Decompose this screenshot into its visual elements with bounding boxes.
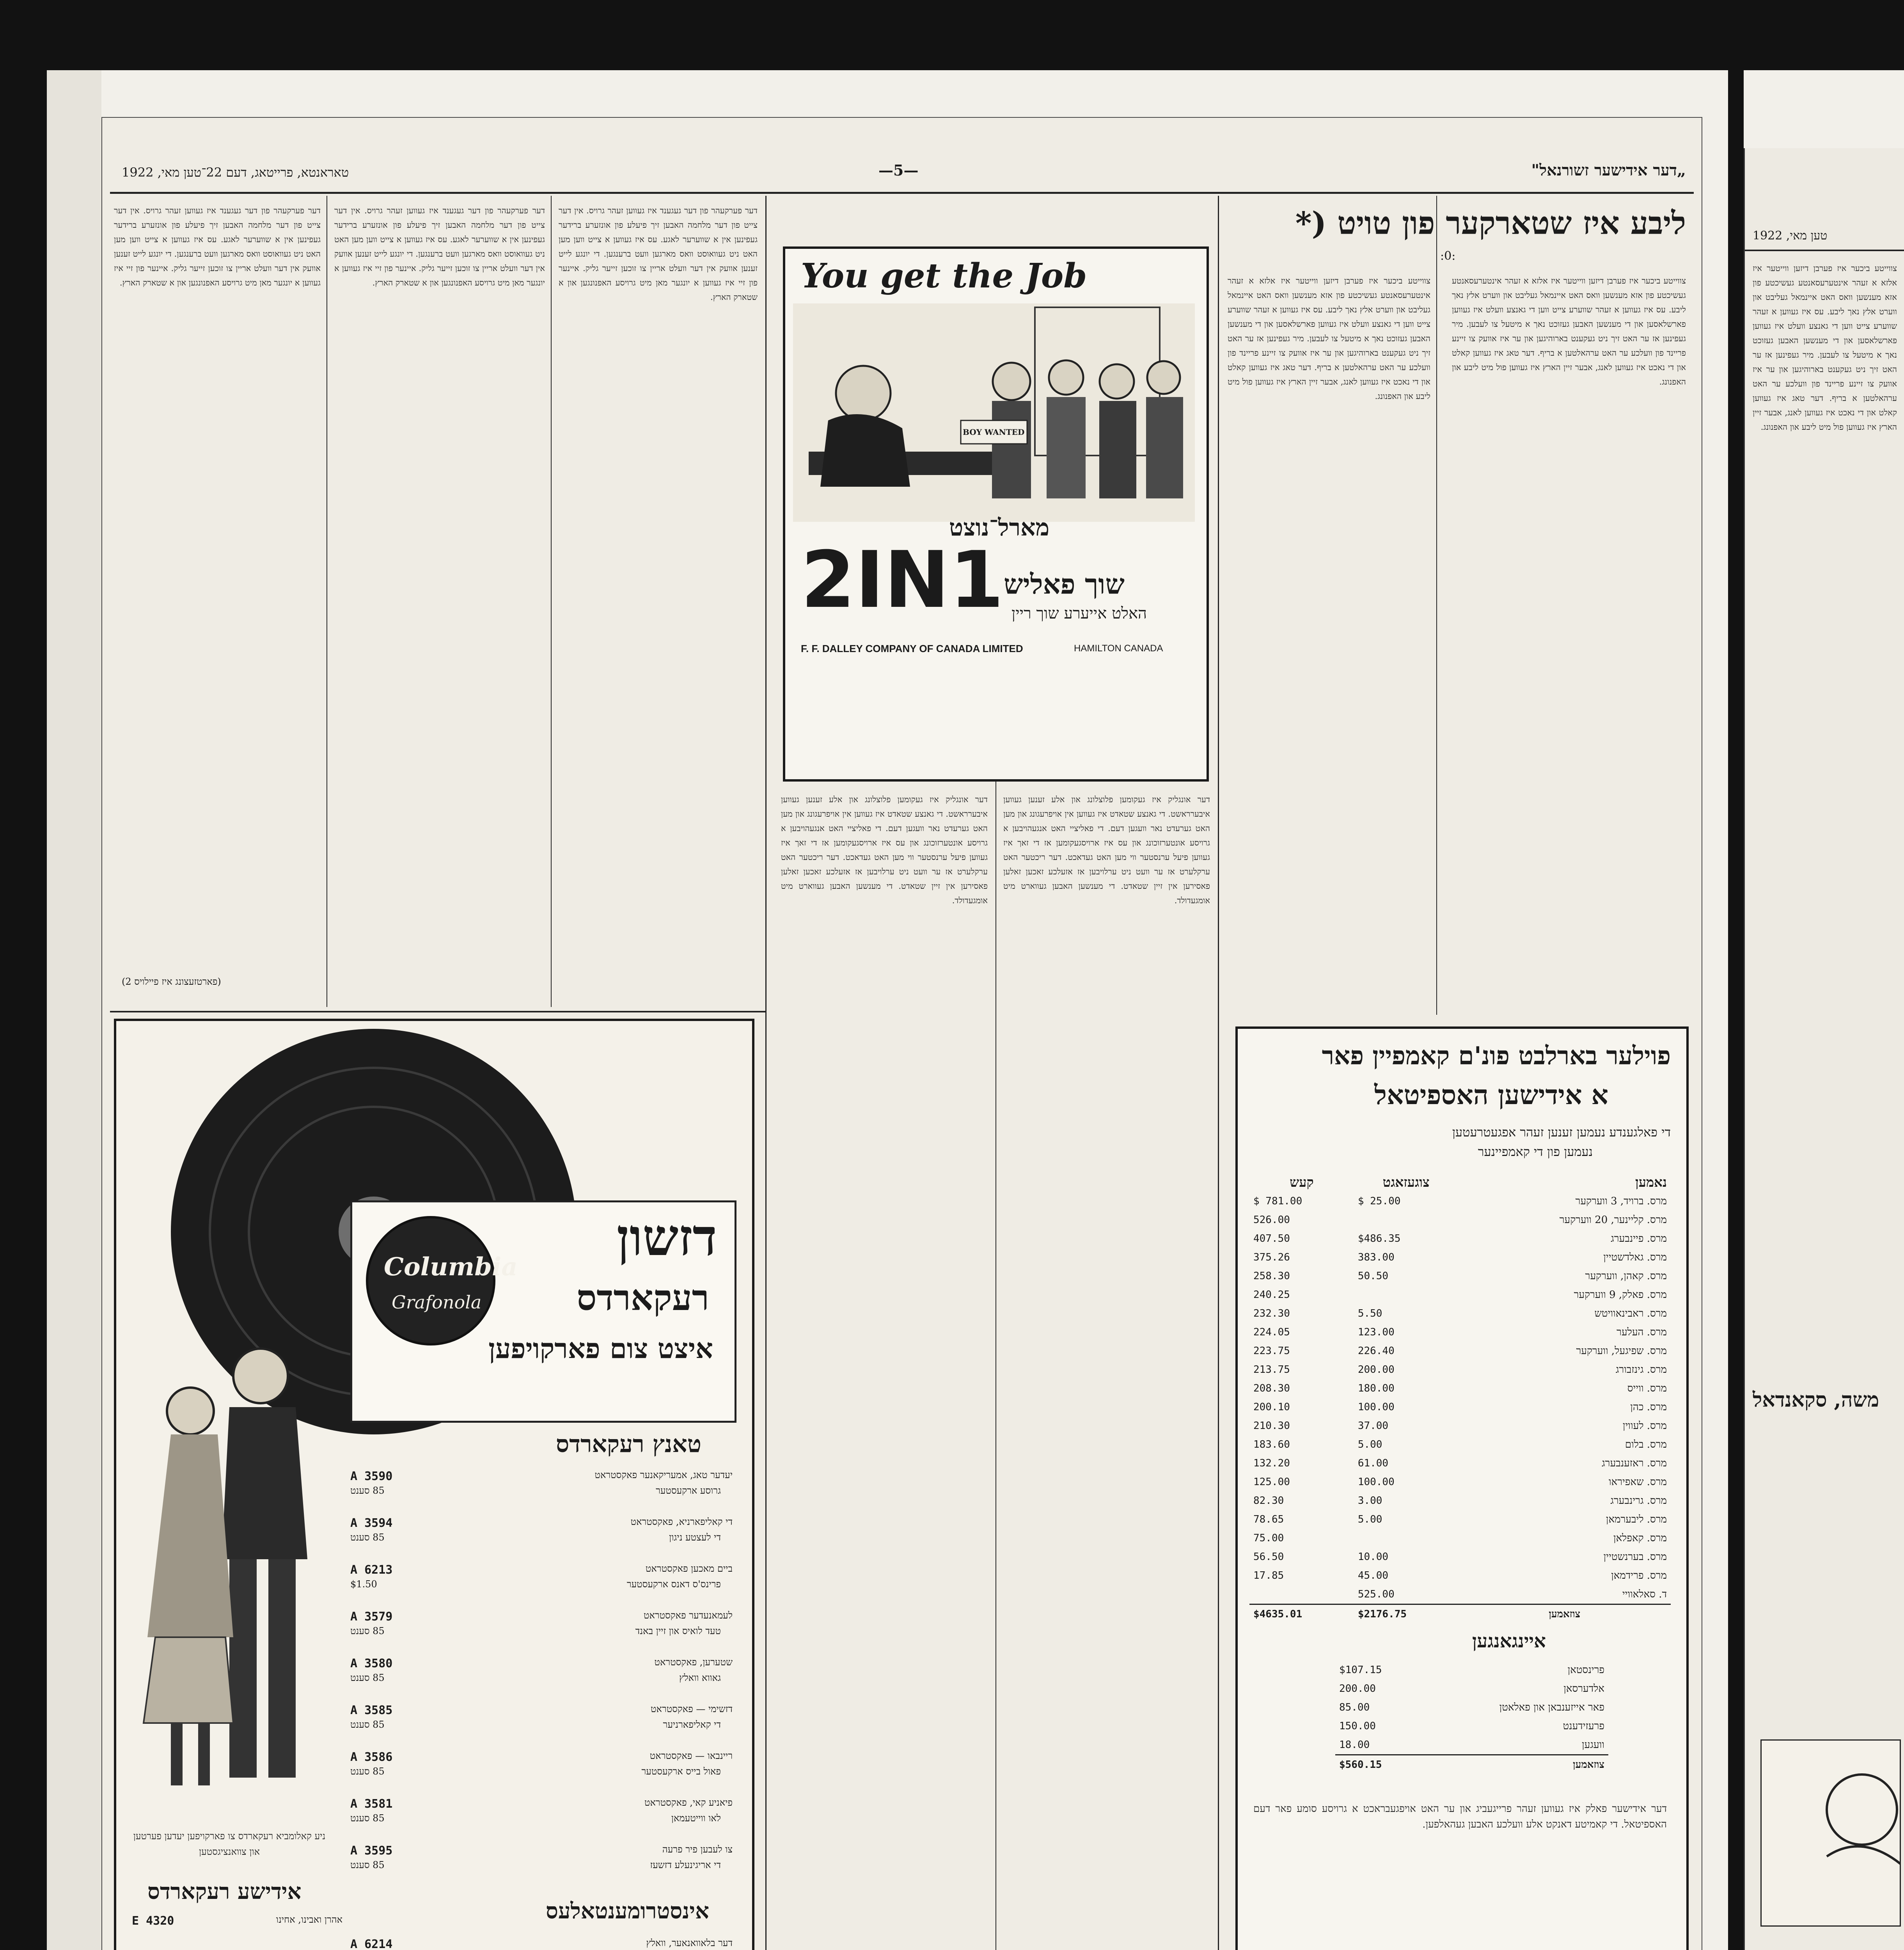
col-cash-header: קעש <box>1290 1175 1314 1190</box>
scan-border-top <box>0 0 1904 70</box>
row-pledged: 50.50 <box>1357 1270 1389 1282</box>
columbia-side-text: ניע קאלומביא רעקארדס צו פארקויפען יעדען פערטען און צוואנציגסטען <box>133 1831 326 1857</box>
ad-job-city: HAMILTON CANADA <box>1074 643 1163 654</box>
record-line1: לעמאנעדער פאקסטראט <box>643 1610 733 1621</box>
article-main-body-left: צווייטע ביכער איז פערבן דיזען ווייטער איז אלזא א זעהר אינטערעסאנטע געשיכטע פון אזא מענשען וואס האט איינמאל געליבט און ווערט אלץ נאך ליבע. עס איז געווען א זעהר שווערע צייט ווען די גאנצע וועלט איז געווען פארשלאסען און די מענשען האבען געזוכט נאך א מיטעל צו לעבען. מיר געפינען אז ער האט זיך ניט געקענט בארוהיגען און ער איז אוועק צו זיינע פריינד פון וועלכע ער האט ערהאלטען א בריף. דער טאג איז געווען קאלט און די נאכט איז געווען לאנג, אבער זיין הארץ איז געווען פול מיט ליבע און האפנונג. <box>1228 276 1430 401</box>
row-cash: 258.30 <box>1253 1270 1290 1282</box>
column-divider-f <box>995 773 996 1950</box>
record-line2: גאווא וואלץ <box>679 1672 721 1683</box>
hospital-row <box>1249 1473 1671 1491</box>
section-dance-title: טאנץ רעקארדס <box>556 1431 701 1458</box>
article-main-separator: :0: <box>1440 249 1456 263</box>
row-cash: 210.30 <box>1253 1420 1290 1432</box>
row-cash: $ 781.00 <box>1253 1195 1302 1207</box>
row-pledged: 5.00 <box>1357 1514 1382 1525</box>
row-pledged: 383.00 <box>1357 1252 1395 1263</box>
hospital-row <box>1249 1267 1671 1285</box>
record-price: 85 סענט <box>350 1860 385 1870</box>
record-line: דער בלאוואנאער, וואלץ <box>646 1938 733 1948</box>
record-price: 85 סענט <box>350 1719 385 1730</box>
row-pledged <box>1354 1211 1459 1229</box>
row-name: מרס. ראבינאוויטש <box>1594 1308 1667 1319</box>
hospital-section2-table <box>1335 1661 1608 1774</box>
row-name: מרס. שפיגעל, ווערקער <box>1576 1345 1667 1357</box>
record-number: A 6213 <box>350 1563 393 1577</box>
article-upper-col-3: דער פערקעהר פון דער געגענד איז געווען זעהר גרויס. אין דער צייט פון דער מלחמה האבען זיך פיעלע פון אונזערע ברידער געפינען אין א שווערער לאגע. עס איז געווען א צייט ווען מען האט ניט געוואוסט וואס מארגען וועט ברענגען. די יונגע לייט זענען אוועק אין דער וועלט אריין צו זוכען זייער גליק. איינער פון זיי איז געווען א יונגער מאן מיט גרויסע האפנונגען און א שטארק הארץ. <box>114 206 321 287</box>
record-line1: דזשימי — פאקסטראט <box>651 1704 733 1714</box>
row-name: מרס. פאלק, 9 ווערקער <box>1574 1289 1667 1301</box>
header-rule <box>110 192 1694 194</box>
hospital-subtitle-1: די פאלגענדע נעמען זענען זעהר אפגעטרעטען <box>1452 1125 1671 1140</box>
row-pledged <box>1354 1285 1459 1304</box>
adjacent-column-text: צווייטע ביכער איז פערבן דיזען ווייטער איז אלזא א זעהר אינטערעסאנטע געשיכטע פון אזא מענשען וואס האט איינמאל געליבט און ווערט אלץ נאך ליבע. עס איז געווען א זעהר שווערע צייט ווען די גאנצע וועלט איז געווען פארשלאסען און די מענשען האבען געזוכט נאך א מיטעל צו לעבען. מיר געפינען אז ער האט זיך ניט געקענט בארוהיגען און ער איז אוועק צו זיינע פריינד פון וועלכע ער האט ערהאלטען א בריף. דער טאג איז געווען קאלט און די נאכט איז געווען לאנג, אבער זיין הארץ איז געווען פול מיט ליבע און האפנונג. <box>1753 264 1897 432</box>
hospital-box <box>1235 1026 1689 1950</box>
columbia-headline-2: רעקארדס <box>577 1277 709 1319</box>
record-price: 85 סענט <box>350 1532 385 1543</box>
col-pledged-header: צוגעזאגט <box>1382 1175 1430 1190</box>
ad-job-product-yiddish: מארל־נוצט <box>949 514 1050 541</box>
record-number: E 4320 <box>132 1914 174 1928</box>
column-divider-a <box>765 196 767 1950</box>
hospital-total-row <box>1249 1604 1671 1624</box>
row-cash: 132.20 <box>1253 1457 1290 1469</box>
ad-job-product-name: 2IN1 <box>801 535 1004 626</box>
hospital-table-header <box>1249 1173 1671 1192</box>
hospital-row <box>1249 1548 1671 1566</box>
row-name: מרס. לעווין <box>1622 1420 1667 1432</box>
row-pledged: 180.00 <box>1357 1383 1395 1394</box>
row-pledged: 37.00 <box>1357 1420 1389 1432</box>
record-line2: לאו ווייטעמאן <box>671 1813 721 1824</box>
row-amount: 18.00 <box>1339 1739 1370 1751</box>
record-number: A 3595 <box>350 1844 393 1858</box>
hospital-table <box>1249 1173 1671 1624</box>
row-pledged: 100.00 <box>1357 1401 1395 1413</box>
row-name: מרס. פרידמאן <box>1611 1570 1667 1581</box>
row-name: מרס. קאפלאן <box>1613 1532 1667 1544</box>
hospital-row <box>1249 1510 1671 1529</box>
record-price: 85 סענט <box>350 1813 385 1824</box>
record-line2: די אריגינעלע דזשעז <box>650 1860 721 1870</box>
upper-left-bottom-rule <box>110 1011 765 1012</box>
adjacent-date-line: טען מאי, 1922 <box>1753 229 1828 243</box>
hospital-row <box>1249 1529 1671 1548</box>
hospital-row <box>1249 1304 1671 1323</box>
page-number: —5— <box>878 161 919 179</box>
article-center-col-2: דער אונגליק איז געקומען פלוצלונג און אלע זענען געווען איבערראשט. די גאנצע שטאדט איז געווען אין אויפרעגונג און מען האט גערעדט נאר וועגען דעם. די פאליציי האט אנגעהויבען א גרויסע אונטערזוכונג און עס איז ארויסגעקומען אז די זאך איז געווען פיעל ערנסטער ווי מען האט געדאכט. דער ריכטער האט ערקלערט אז ער וועט ניט ערלויבען אז אזעלכע זאכען זאלען פאסירען אין זיין שטאדט. די מענשען האבען געווארט מיט אומגעדולד. <box>781 795 988 905</box>
row-pledged: 10.00 <box>1357 1551 1389 1563</box>
record-price: 85 סענט <box>350 1626 385 1636</box>
hospital-row <box>1249 1192 1671 1211</box>
ad-job-company: F. F. DALLEY COMPANY OF CANADA LIMITED <box>801 643 1023 654</box>
hospital-closing-text: דער אידישער פאלק איז געווען זעהר פרייגעביג און ער האט אויפגעבראכט א גרויסע סומע פאר דעם האספיטאל. די קאמיטע דאנקט אלע וועלכע האבען געהאלפען. <box>1253 1803 1667 1830</box>
adjacent-page-fragment <box>1744 148 1904 1950</box>
hospital-row <box>1249 1211 1671 1229</box>
row-name: מרס. שאפיראו <box>1609 1476 1667 1488</box>
record-price: 85 סענט <box>350 1766 385 1777</box>
columbia-ad-box <box>114 1019 754 1950</box>
row-name: מרס. גרינבערג <box>1610 1495 1667 1507</box>
row-name: מרס. ליבערמאן <box>1606 1514 1667 1525</box>
row-name: מרס. גאלדשטיין <box>1603 1252 1667 1263</box>
hospital-row <box>1249 1285 1671 1304</box>
column-divider-c <box>551 196 552 1007</box>
row-amount: 200.00 <box>1339 1683 1376 1695</box>
row-name: מרס. ראזענבערג <box>1602 1457 1667 1469</box>
row-cash: 17.85 <box>1253 1570 1284 1581</box>
article-upper-col-1: דער פערקעהר פון דער געגענד איז געווען זעהר גרויס. אין דער צייט פון דער מלחמה האבען זיך פיעלע פון אונזערע ברידער געפינען אין א שווערער לאגע. עס איז געווען א צייט ווען מען האט ניט געוואוסט וואס מארגען וועט ברענגען. די יונגע לייט זענען אוועק אין דער וועלט אריין צו זוכען זייער גליק. איינער פון זיי איז געווען א יונגער מאן מיט גרויסע האפנונגען און א שטארק הארץ. <box>559 206 758 302</box>
row-pledged: 100.00 <box>1357 1476 1395 1488</box>
article-upper-col-2: דער פערקעהר פון דער געגענד איז געווען זעהר גרויס. אין דער צייט פון דער מלחמה האבען זיך פיעלע פון אונזערע ברידער געפינען אין א שווערער לאגע. עס איז געווען א צייט ווען מען האט ניט געוואוסט וואס מארגען וועט ברענגען. די יונגע לייט זענען אוועק אין דער וועלט אריין צו זוכען זייער גליק. איינער פון זיי איז געווען א יונגער מאן מיט גרויסע האפנונגען און א שטארק הארץ. <box>334 206 545 287</box>
article-center-col-1: דער אונגליק איז געקומען פלוצלונג און אלע זענען געווען איבערראשט. די גאנצע שטאדט איז געווען אין אויפרעגונג און מען האט גערעדט נאר וועגען דעם. די פאליציי האט אנגעהויבען א גרויסע אונטערזוכונג און עס איז ארויסגעקומען אז די זאך איז געווען פיעל ערנסטער ווי מען האט געדאכט. דער ריכטער האט ערקלערט אז ער וועט ניט ערלויבען אז אזעלכע זאכען זאלען פאסירען אין זיין שטאדט. די מענשען האבען געווארט מיט אומגעדולד. <box>1003 795 1210 905</box>
hospital-row <box>1249 1491 1671 1510</box>
record-line1: יעדער טאג, אמעריקאנער פאקסטראט <box>594 1470 733 1480</box>
row-cash: 223.75 <box>1253 1345 1290 1357</box>
ad-job-product-sub1: שוך פאליש <box>1004 568 1125 600</box>
columbia-logo <box>366 1216 518 1346</box>
ad-job-illustration <box>793 303 1195 522</box>
row-cash: 240.25 <box>1253 1289 1290 1301</box>
row-cash: 200.10 <box>1253 1401 1290 1413</box>
record-line1: ביים מאכען פאקסטראט <box>645 1563 733 1574</box>
ad-job-slogan: You get the Job <box>801 256 1087 296</box>
hospital-row <box>1249 1323 1671 1342</box>
scan-margin-left <box>47 70 101 1950</box>
row-pledged: 123.00 <box>1357 1326 1395 1338</box>
row-name: מרס. כהן <box>1630 1401 1667 1413</box>
row-amount: 85.00 <box>1339 1702 1370 1713</box>
hospital-row <box>1249 1379 1671 1398</box>
record-line1: ריינבאו — פאקסטראט <box>649 1750 733 1761</box>
row-pledged <box>1354 1529 1459 1548</box>
hospital-row <box>1249 1585 1671 1604</box>
record-number: A 6214 <box>350 1938 393 1950</box>
row-name: פרעזידענט <box>1563 1720 1604 1732</box>
col-name-header: נאמען <box>1635 1175 1667 1190</box>
record-line2: פרינס'ס דאנס ארקעסטער <box>626 1579 721 1590</box>
record-line2: די לעצטע ניגון <box>669 1532 721 1543</box>
row-name: פרינסטאן <box>1567 1664 1604 1676</box>
columbia-brand-sub: Grafonola <box>392 1292 482 1313</box>
row-cash: 375.26 <box>1253 1252 1290 1263</box>
date-line: טאראנטא, פרייטאג, דעם 22־טען מאי, 1922 <box>122 165 349 180</box>
record-line1: שטערען, פאקסטראט <box>654 1657 733 1668</box>
record-number: A 3590 <box>350 1470 393 1483</box>
ad-job-box <box>783 246 1209 782</box>
section2-row <box>1335 1661 1608 1679</box>
hospital-row <box>1249 1454 1671 1473</box>
row-cash <box>1249 1585 1354 1604</box>
row-cash: 82.30 <box>1253 1495 1284 1507</box>
row-name: מרס. קאהן, ווערקער <box>1585 1270 1667 1282</box>
row-name: מרס. ברויד, 3 ווערקער <box>1575 1195 1667 1207</box>
hospital-row <box>1249 1398 1671 1416</box>
record-number: A 3581 <box>350 1797 393 1811</box>
row-cash: 224.05 <box>1253 1326 1290 1338</box>
row-name: ד. סאלאוויי <box>1622 1588 1667 1600</box>
record-line2: גרוסע ארקעסטער <box>656 1485 721 1496</box>
ad-job-product-sub2: האלט אייערע שוך ריין <box>1011 604 1147 622</box>
record-line2: די קאליפארניער <box>663 1719 721 1730</box>
row-pledged: 226.40 <box>1357 1345 1395 1357</box>
article-main-title: ליבע איז שטארקער פון טויט (* <box>1295 205 1686 241</box>
hospital-row <box>1249 1248 1671 1267</box>
section-yiddish-title: אידישע רעקארדס <box>147 1879 302 1904</box>
row-name: מרס. העלער <box>1617 1326 1667 1338</box>
column-divider-e <box>1436 196 1437 1015</box>
row-name: מרס. גינזבורג <box>1615 1364 1667 1376</box>
article-upper-signature: (פארטזעצונג איז פיילויס 2) <box>122 976 221 987</box>
row-name: מרס. קליינער, 20 ווערקער <box>1559 1214 1667 1226</box>
row-cash: 213.75 <box>1253 1364 1290 1376</box>
scan-border-left <box>0 0 47 1950</box>
total-label: צוזאמען <box>1549 1608 1581 1620</box>
row-name: מרס. בערנשטיין <box>1603 1551 1667 1563</box>
row-pledged: 525.00 <box>1357 1588 1395 1600</box>
row-cash: 232.30 <box>1253 1308 1290 1319</box>
row-amount: $560.15 <box>1339 1759 1382 1771</box>
column-divider-b <box>1218 196 1219 1950</box>
row-pledged: 200.00 <box>1357 1364 1395 1376</box>
hospital-row <box>1249 1435 1671 1454</box>
row-cash: 526.00 <box>1253 1214 1290 1226</box>
row-cash: 78.65 <box>1253 1514 1284 1525</box>
row-name: מרס. פיינבערג <box>1611 1233 1667 1244</box>
section2-row <box>1335 1755 1608 1774</box>
section2-row <box>1335 1736 1608 1755</box>
row-cash: 125.00 <box>1253 1476 1290 1488</box>
record-line2: טעד לואיס און זיין באנד <box>635 1626 721 1636</box>
row-cash: 75.00 <box>1253 1532 1284 1544</box>
newspaper-page <box>101 117 1702 1950</box>
row-cash: 183.60 <box>1253 1439 1290 1450</box>
record-line1: צו לעבען פיר פרעה <box>662 1844 733 1855</box>
row-name: צוזאמען <box>1573 1759 1604 1771</box>
record-line1: די קאליפארניא, פאקסטראט <box>630 1516 733 1527</box>
hospital-subtitle-2: נעמען פון די קאמפיינער <box>1478 1144 1593 1159</box>
columbia-headline-3: איצט צום פארקויפען <box>488 1332 713 1365</box>
record-line2: פאול בייס ארקעסטער <box>641 1766 721 1777</box>
record-number: A 3579 <box>350 1610 393 1624</box>
row-pledged: 45.00 <box>1357 1570 1389 1581</box>
adjacent-illustration <box>1760 1739 1901 1927</box>
record-price: 85 סענט <box>350 1485 385 1496</box>
hospital-title-1: פוילער בארלבט פונ'ם קאמפיין פאר <box>1322 1041 1671 1071</box>
row-cash: 56.50 <box>1253 1551 1284 1563</box>
section2-row <box>1335 1679 1608 1698</box>
record-line1: פיאניע קאי, פאקסטראט <box>644 1797 733 1808</box>
row-pledged: 5.50 <box>1357 1308 1382 1319</box>
row-name: פאר אייזענבאן און פאלאטן <box>1499 1702 1604 1713</box>
row-name: אלדערסאן <box>1563 1683 1604 1695</box>
hospital-row <box>1249 1229 1671 1248</box>
record-number: A 3594 <box>350 1516 393 1530</box>
total-pledged: $2176.75 <box>1357 1608 1407 1620</box>
hospital-row <box>1249 1342 1671 1360</box>
row-amount: $107.15 <box>1339 1664 1382 1676</box>
adjacent-header-rule <box>1745 250 1904 251</box>
row-cash: 208.30 <box>1253 1383 1290 1394</box>
hospital-row <box>1249 1416 1671 1435</box>
article-main-body-right: צווייטע ביכער איז פערבן דיזען ווייטער איז אלזא א זעהר אינטערעסאנטע געשיכטע פון אזא מענשען וואס האט איינמאל געליבט און ווערט אלץ נאך ליבע. עס איז געווען א זעהר שווערע צייט ווען די גאנצע וועלט איז געווען פארשלאסען און די מענשען האבען געזוכט נאך א מיטעל צו לעבען. מיר געפינען אז ער האט זיך ניט געקענט בארוהיגען און ער איז אוועק צו זיינע פריינד פון וועלכע ער האט ערהאלטען א בריף. דער טאג איז געווען קאלט און די נאכט איז געווען לאנג, אבער זיין הארץ איז געווען פול מיט ליבע און האפנונג. <box>1452 276 1686 386</box>
hospital-title-2: א אידישען האספיטאל <box>1374 1080 1608 1111</box>
row-name: מרס. בלום <box>1625 1439 1667 1450</box>
row-pledged: $486.35 <box>1357 1233 1401 1244</box>
scan-border-right <box>1728 70 1744 1950</box>
paper-name: „דער אידישער זשורנאל" <box>1531 161 1686 179</box>
hospital-section2-title: איינגאנגען <box>1472 1630 1546 1652</box>
record-price: $1.50 <box>350 1579 377 1590</box>
row-pledged: 3.00 <box>1357 1495 1382 1507</box>
section2-row <box>1335 1717 1608 1736</box>
row-pledged: 61.00 <box>1357 1457 1389 1469</box>
record-number: A 3580 <box>350 1657 393 1670</box>
row-name: מרס. ווייס <box>1627 1383 1667 1394</box>
record-number: A 3586 <box>350 1750 393 1764</box>
row-amount: 150.00 <box>1339 1720 1376 1732</box>
columbia-brand: Columbia <box>384 1252 518 1282</box>
hospital-row <box>1249 1566 1671 1585</box>
row-cash: 407.50 <box>1253 1233 1290 1244</box>
record-price: 85 סענט <box>350 1672 385 1683</box>
row-name: וועגען <box>1582 1739 1604 1751</box>
columbia-headline: דזשון <box>616 1207 717 1267</box>
record-line: אהרן ואבינו, אחינו <box>276 1914 342 1925</box>
dancing-couple-illustration <box>132 1341 335 1817</box>
record-number: A 3585 <box>350 1704 393 1717</box>
hospital-row <box>1249 1360 1671 1379</box>
row-pledged: 5.00 <box>1357 1439 1382 1450</box>
ad-job-sign: BOY WANTED <box>963 427 1025 437</box>
adjacent-heading: משה, סקאנדאל <box>1753 1388 1879 1412</box>
section2-row <box>1335 1698 1608 1717</box>
section-instrumental-title: אינסטרומענטאלעס <box>546 1898 709 1924</box>
total-cash: $4635.01 <box>1253 1608 1302 1620</box>
row-pledged: $ 25.00 <box>1357 1195 1401 1207</box>
